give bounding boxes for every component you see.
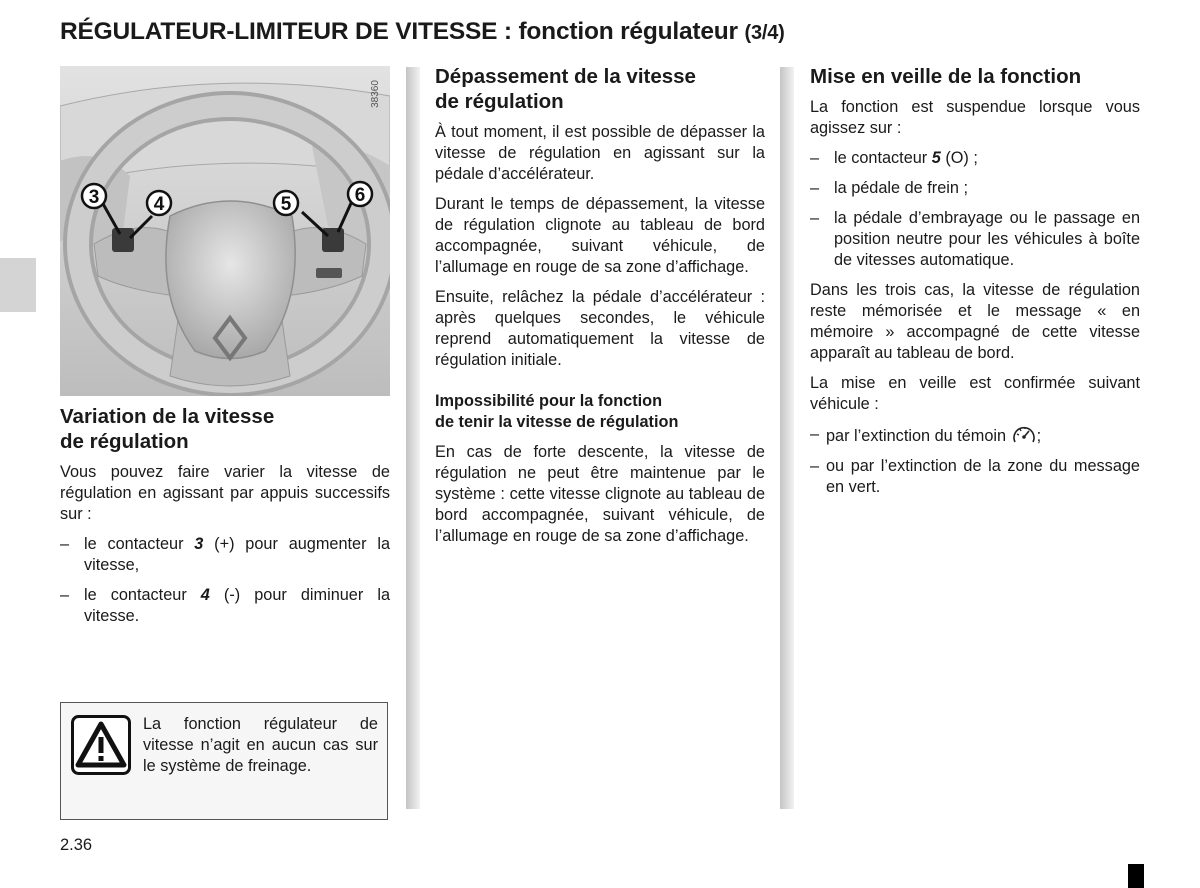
- page-title-main: RÉGULATEUR-LIMITEUR DE VITESSE : fonction régulateur: [60, 18, 738, 45]
- page-title: [60, 18, 785, 46]
- heading-depassement: [435, 64, 765, 114]
- page-corner-mark: [1128, 864, 1144, 888]
- page-number: 2.36: [60, 836, 93, 854]
- button-3-4: [112, 228, 134, 252]
- paragraph: La mise en veille est confirmée suivant véhicule :: [810, 374, 1140, 413]
- callout-5: 5: [280, 194, 292, 215]
- paragraph: Durant le temps de dépassement, la vitesse de régulation clignote au tableau de bord accompagnée, suivant véhicule, de l’allumage en rouge de sa zone d’affichage.: [435, 195, 765, 276]
- heading-variation: [60, 404, 390, 454]
- warning-box: [60, 702, 388, 820]
- heading-variation-line1: Variation de la vitesse: [60, 405, 275, 428]
- heading-mise-en-veille: Mise en veille de la fonction: [810, 65, 1082, 88]
- list-item: – la pédale de frein ;: [810, 179, 968, 197]
- column-3: [810, 64, 1140, 507]
- list-item: – la pédale d’embrayage ou le passage en position neutre pour les véhicules à boîte de vitesses automatique.: [810, 209, 1140, 269]
- column-divider: [780, 67, 794, 809]
- callout-3: 3: [88, 187, 100, 208]
- paragraph: En cas de forte descente, la vitesse de régulation ne peut être maintenue par le système : cette vitesse clignote au tableau de bord accompagnée, suivant véhicule, de l’allumage en rouge de sa zone d’affichage.: [435, 443, 765, 545]
- paragraph: À tout moment, il est possible de dépasser la vitesse de régulation en agissant sur la pédale d’accélérateur.: [435, 123, 765, 183]
- chapter-side-tab: [0, 258, 36, 312]
- paragraph: Dans les trois cas, la vitesse de régulation reste mémorisée et le message « en mémoire » accompagné de cette vitesse apparaît au tableau de bord.: [810, 281, 1140, 362]
- list-item: – par l’extinction du témoin ;: [810, 425, 1042, 445]
- steering-wheel-illustration: [60, 66, 390, 396]
- warning-triangle-icon: [71, 715, 131, 775]
- column-2: [435, 64, 765, 556]
- heading-depassement-line2: de régulation: [435, 90, 564, 113]
- column-divider: [406, 67, 420, 809]
- heading-variation-line2: de régulation: [60, 430, 189, 453]
- callout-6: 6: [354, 185, 366, 206]
- callout-4: 4: [153, 194, 165, 215]
- variation-intro: Vous pouvez faire varier la vitesse de régulation en agissant par appuis successifs sur :: [60, 463, 390, 523]
- list-item: – ou par l’extinction de la zone du message en vert.: [810, 457, 1140, 496]
- steering-wheel-drawing: [60, 66, 390, 396]
- column-1: [60, 404, 390, 636]
- list-item: – le contacteur 4 (-) pour diminuer la vitesse.: [60, 586, 390, 625]
- warning-text: La fonction régulateur de vitesse n’agit en aucun cas sur le système de freinage.: [143, 715, 378, 775]
- contact-number: 4: [200, 586, 210, 604]
- paragraph: La fonction est suspendue lorsque vous agissez sur :: [810, 98, 1140, 137]
- contact-number: 5: [931, 149, 941, 167]
- list-item: – le contacteur 3 (+) pour augmenter la vitesse,: [60, 535, 390, 574]
- subheading-impossibilite: Impossibilité pour la fonction de tenir la vitesse de régulation: [435, 392, 679, 431]
- heading-depassement-line1: Dépassement de la vitesse: [435, 65, 696, 88]
- list-item: – le contacteur 5 (O) ;: [810, 149, 978, 167]
- page-title-suffix: (3/4): [744, 22, 785, 44]
- image-ref-code: 38360: [370, 80, 381, 108]
- paragraph: Ensuite, relâchez la pédale d’accélérateur : après quelques secondes, le véhicule reprend automatiquement la vitesse de régulation initiale.: [435, 288, 765, 369]
- cruise-control-warning-icon: [1011, 424, 1037, 446]
- contact-number: 3: [194, 535, 204, 553]
